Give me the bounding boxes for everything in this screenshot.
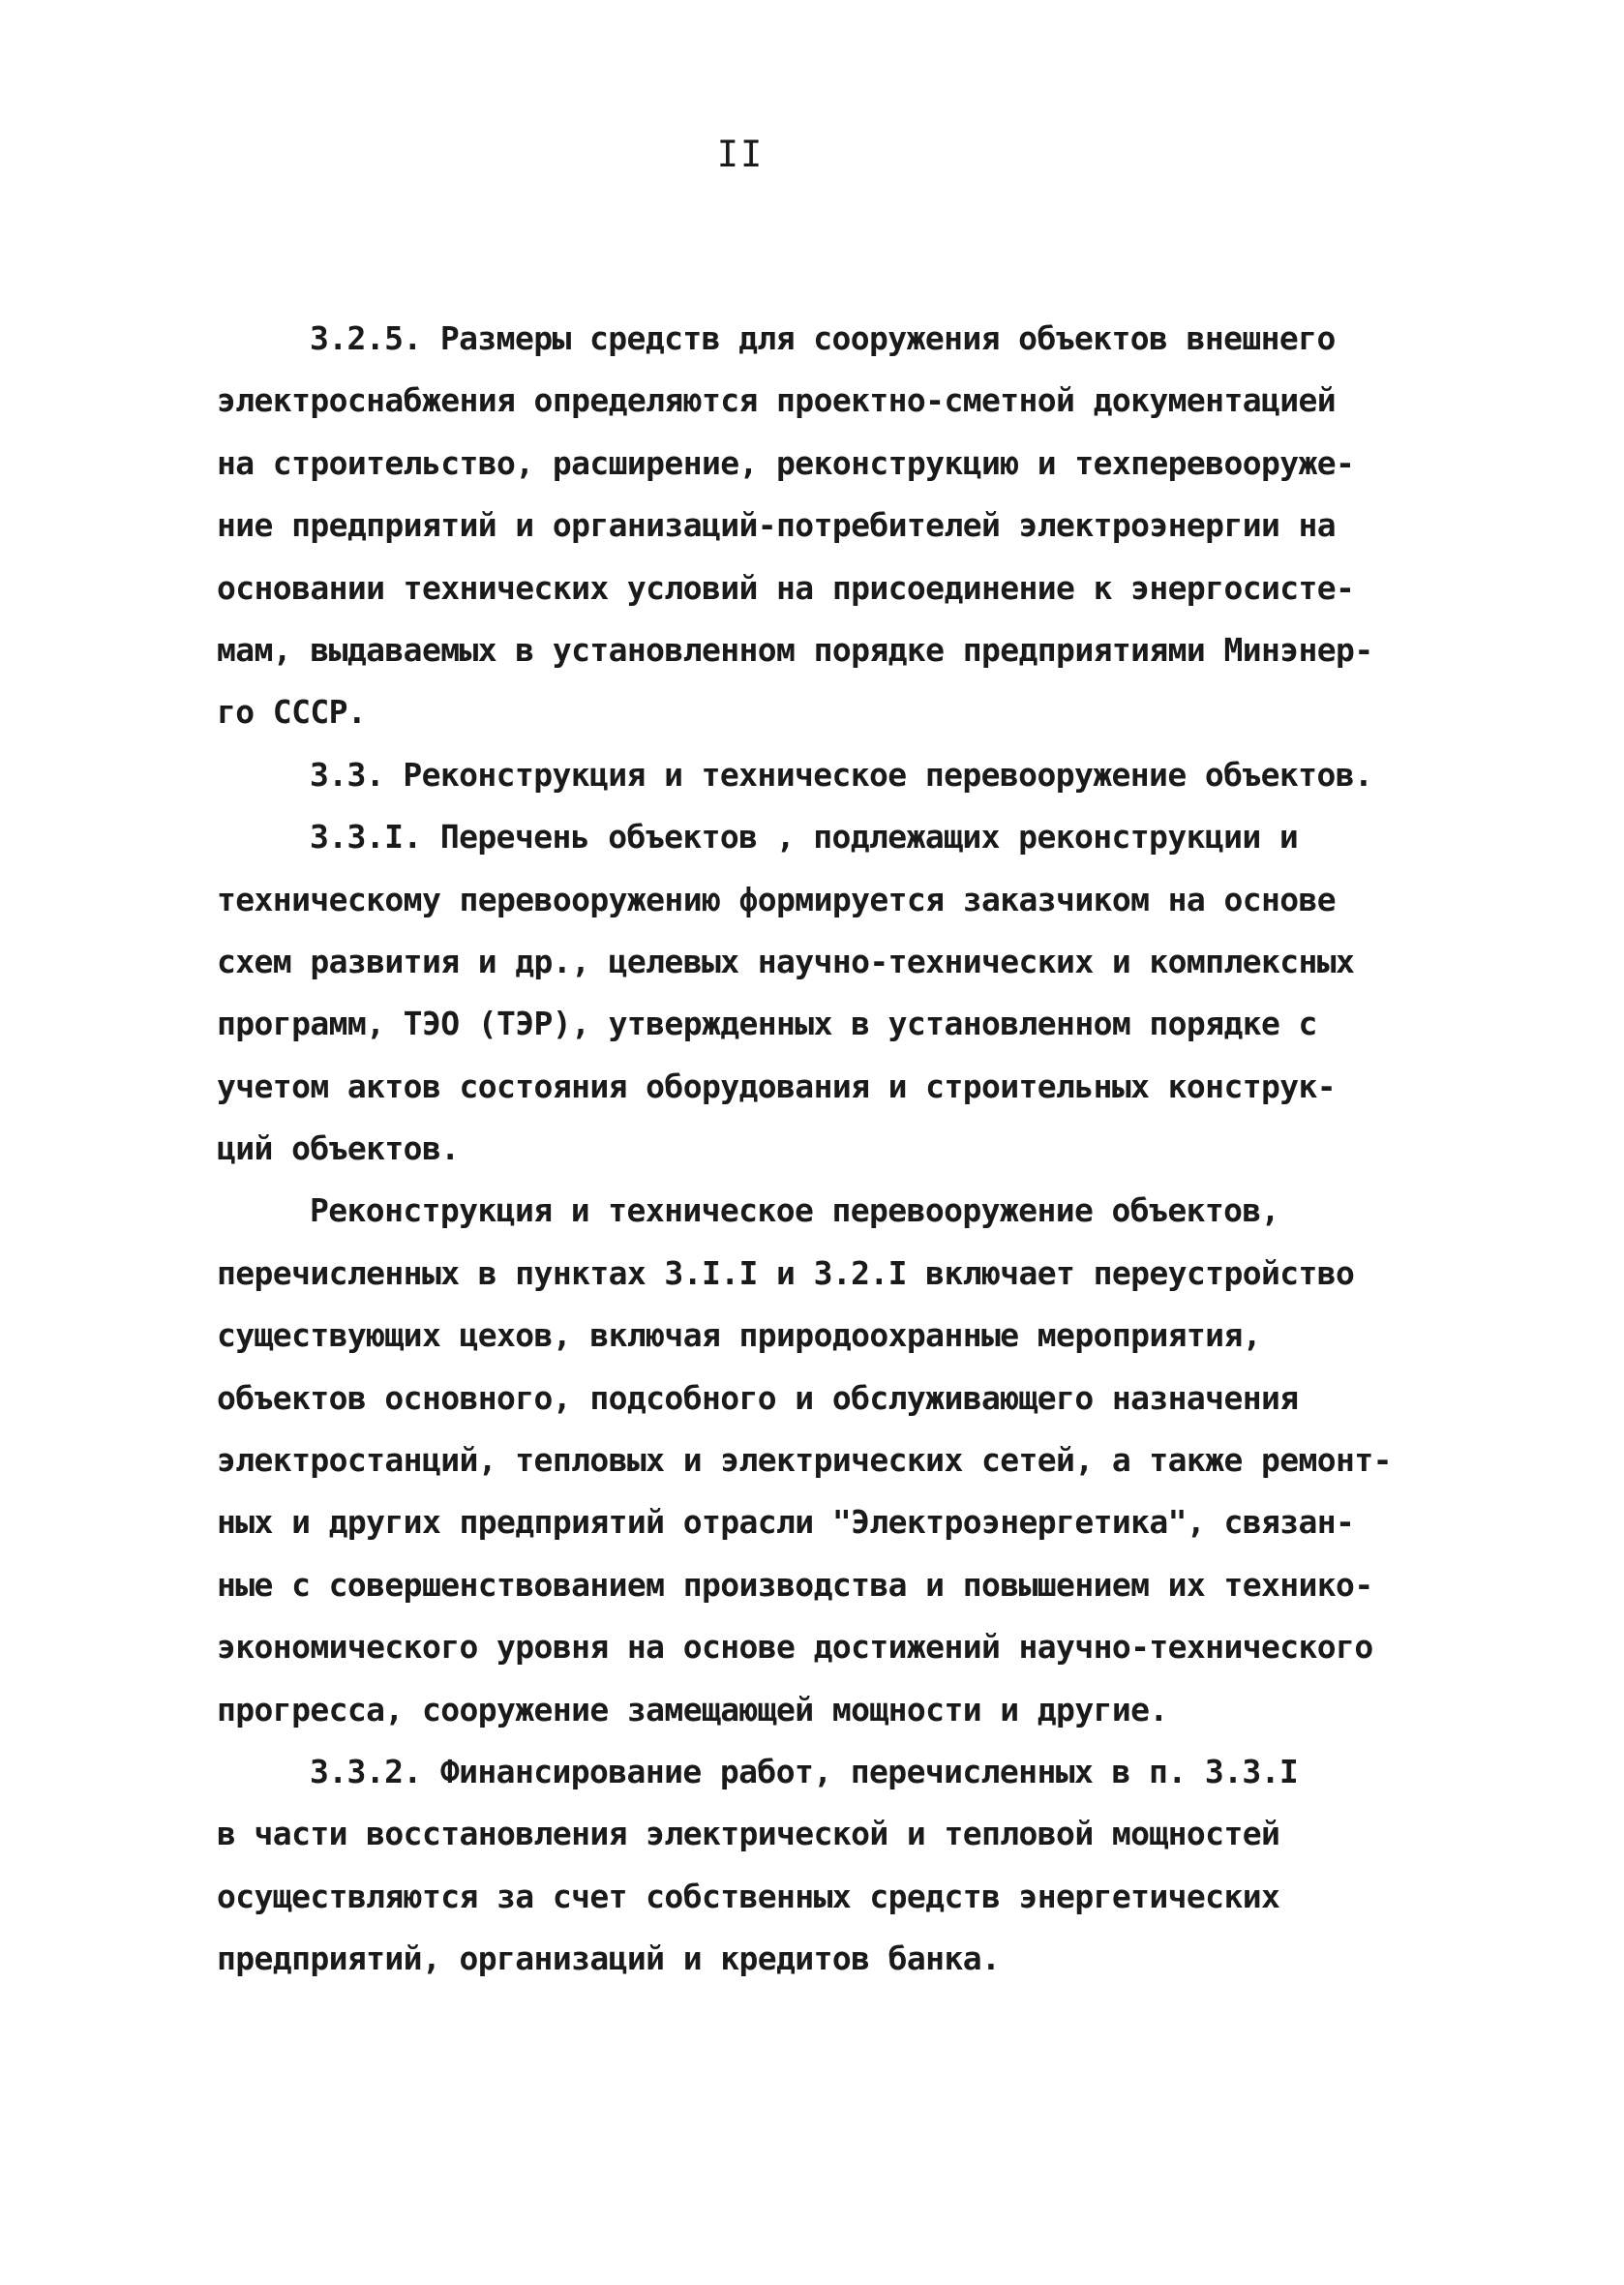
text-line: экономического уровня на основе достижений научно-технического — [217, 1628, 1373, 1667]
text-line: учетом актов состояния оборудования и строительных конструк- — [217, 1067, 1337, 1105]
text-line: 3.3.2. Финансирование работ, перечисленных в п. 3.3.I — [310, 1752, 1299, 1790]
text-line: в части восстановления электрической и тепловой мощностей — [217, 1815, 1280, 1853]
text-line: ние предприятий и организаций-потребителей электроэнергии на — [217, 506, 1337, 545]
text-line: мам, выдаваемых в установленном порядке предприятиями Минэнер- — [217, 630, 1373, 669]
text-line: перечисленных в пунктах 3.I.I и 3.2.I включает переустройство — [217, 1253, 1355, 1292]
text-line: го СССР. — [217, 693, 367, 732]
text-line: электроснабжения определяются проектно-сметной документацией — [217, 381, 1337, 420]
text-line: объектов основного, подсобного и обслуживающего назначения — [217, 1378, 1299, 1417]
text-line: прогресса, сооружение замещающей мощности и другие. — [217, 1690, 1168, 1729]
text-line: осуществляются за счет собственных средств энергетических — [217, 1877, 1280, 1915]
text-line: ные с совершенствованием производства и повышением их технико- — [217, 1565, 1373, 1604]
text-line: ций объектов. — [217, 1129, 460, 1168]
text-line: программ, ТЭО (ТЭР), утвержденных в установленном порядке с — [217, 1005, 1317, 1043]
text-line: 3.2.5. Размеры средств для сооружения объектов внешнего — [310, 319, 1336, 357]
text-line: существующих цехов, включая природоохранные мероприятия, — [217, 1316, 1261, 1355]
text-line: схем развития и др., целевых научно-технических и комплексных — [217, 942, 1355, 980]
text-line: 3.3.I. Перечень объектов , подлежащих реконструкции и — [310, 818, 1299, 857]
text-line: техническому перевооружению формируется заказчиком на основе — [217, 880, 1337, 918]
text-line: Реконструкция и техническое перевооружение объектов, — [310, 1191, 1279, 1230]
text-line: на строительство, расширение, реконструкцию и техперевооруже- — [217, 443, 1355, 482]
document-body — [217, 308, 1465, 1991]
text-line: ных и других предприятий отрасли "Электроэнергетика", связан- — [217, 1503, 1355, 1542]
page-number: II — [716, 134, 765, 175]
text-line: 3.3. Реконструкция и техническое перевооружение объектов. — [310, 755, 1373, 794]
text-line: основании технических условий на присоединение к энергосисте- — [217, 568, 1355, 607]
text-line: электростанций, тепловых и электрических сетей, а также ремонт- — [217, 1441, 1392, 1480]
text-line: предприятий, организаций и кредитов банка. — [217, 1939, 1001, 1978]
